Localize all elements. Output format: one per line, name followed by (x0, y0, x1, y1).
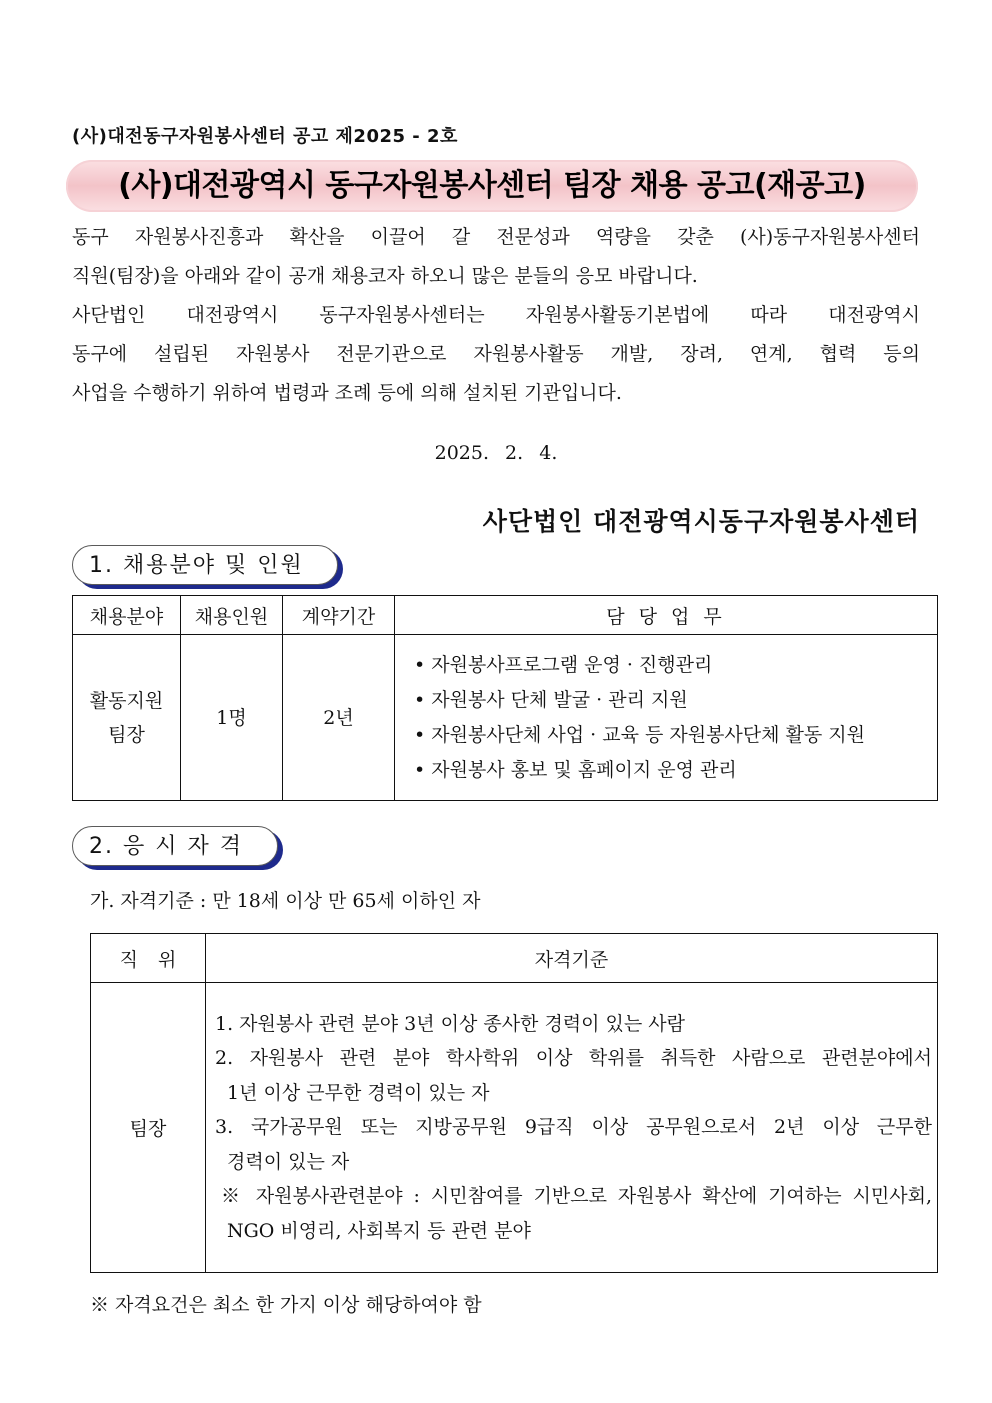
header-headcount: 채용인원 (181, 596, 283, 635)
header-field: 채용분야 (73, 596, 181, 635)
duties-cell (395, 635, 938, 801)
criteria-line: 가. 자격기준 : 만 18세 이상 만 65세 이하인 자 (90, 890, 481, 912)
intro-line-4: 동구에 설립된 자원봉사 전문기관으로 자원봉사활동 개발, 장려, 연계, 협력 등의 (72, 343, 920, 365)
qualification-3: 3. 국가공무원 또는 지방공무원 9급직 이상 공무원으로서 2년 이상 근무한 (215, 1116, 932, 1139)
intro-line-5: 사업을 수행하기 위하여 법령과 조례 등에 의해 설치된 기관입니다. (72, 382, 622, 404)
intro-line-1: 동구 자원봉사진흥과 확산을 이끌어 갈 전문성과 역량을 갖춘 (사)동구자원봉사센터 (72, 226, 920, 248)
footnote: ※ 자격요건은 최소 한 가지 이상 해당하여야 함 (90, 1294, 482, 1316)
list-item: • 자원봉사프로그램 운영 · 진행관리 (414, 648, 936, 683)
organization-name: 사단법인 대전광역시동구자원봉사센터 (482, 507, 920, 536)
field-cell (73, 635, 181, 801)
duties-list (396, 638, 936, 798)
position-cell: 팀장 (91, 983, 206, 1273)
intro-line-3: 사단법인 대전광역시 동구자원봉사센터는 자원봉사활동기본법에 따라 대전광역시 (72, 304, 920, 326)
qualification-note: ※ 자원봉사관련분야 : 시민참여를 기반으로 자원봉사 확산에 기여하는 시민사회, (221, 1185, 932, 1208)
qualification-3-cont: 경력이 있는 자 (227, 1150, 350, 1173)
qualification-table (90, 933, 938, 1273)
qualification-note-cont: NGO 비영리, 사회복지 등 관련 분야 (227, 1219, 531, 1242)
notice-number: (사)대전동구자원봉사센터 공고 제2025 - 2호 (72, 126, 458, 147)
headcount-cell: 1명 (181, 635, 283, 801)
period-cell: 2년 (283, 635, 395, 801)
list-item: • 자원봉사 홍보 및 홈페이지 운영 관리 (414, 753, 936, 788)
header-position: 직 위 (91, 934, 206, 983)
field-line-2: 팀장 (108, 723, 145, 746)
table-header-row (91, 934, 938, 983)
header-criteria: 자격기준 (206, 934, 938, 983)
section-2-heading: 2. 응 시 자 격 (72, 826, 278, 866)
page-title: (사)대전광역시 동구자원봉사센터 팀장 채용 공고(재공고) (118, 168, 866, 203)
list-item: • 자원봉사 단체 발굴 · 관리 지원 (414, 683, 936, 718)
list-item: • 자원봉사단체 사업 · 교육 등 자원봉사단체 활동 지원 (414, 718, 936, 753)
intro-line-2: 직원(팀장)을 아래와 같이 공개 채용코자 하오니 많은 분들의 응모 바랍니다. (72, 265, 698, 287)
field-line-1: 활동지원 (89, 689, 164, 712)
table-row (73, 635, 938, 801)
header-duties: 담 당 업 무 (395, 596, 938, 635)
table-header-row (73, 596, 938, 635)
header-period: 계약기간 (283, 596, 395, 635)
qualification-2-cont: 1년 이상 근무한 경력이 있는 자 (227, 1081, 490, 1104)
qualification-1: 1. 자원봉사 관련 분야 3년 이상 종사한 경력이 있는 사람 (215, 1012, 686, 1035)
qualification-2: 2. 자원봉사 관련 분야 학사학위 이상 학위를 취득한 사람으로 관련분야에서 (215, 1047, 932, 1070)
section-1-heading: 1. 채용분야 및 인원 (72, 545, 338, 585)
notice-date: 2025. 2. 4. (434, 442, 558, 464)
qualification-cell (206, 983, 938, 1273)
recruitment-table (72, 595, 938, 801)
table-row (91, 983, 938, 1273)
